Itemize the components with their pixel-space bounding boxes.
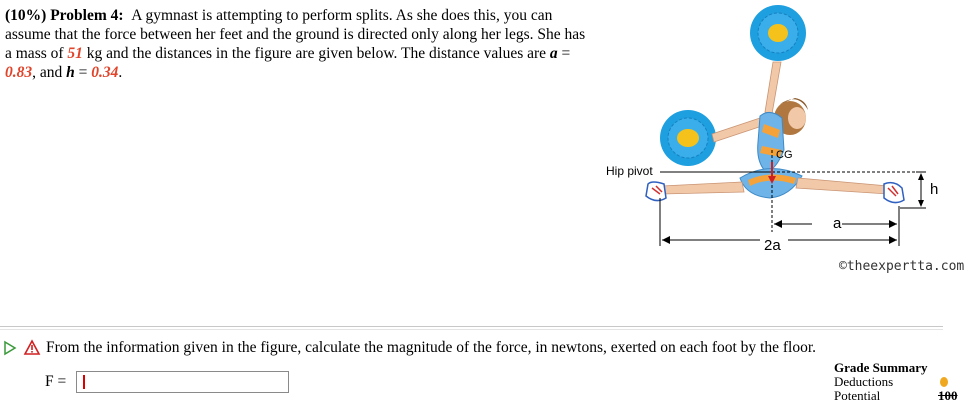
grade-summary — [834, 360, 958, 403]
problem-text-2: kg and the distances in the figure are given below. The distance values are — [82, 45, 550, 62]
a-arrow-right — [889, 220, 897, 228]
equals-2: = — [74, 64, 92, 81]
period: . — [118, 64, 123, 81]
problem-text-1: A gymnast is attempting to perform splits. As she does this, you can assume that the force between her feet and the ground is directed only along her legs. She has a mass of — [5, 7, 586, 62]
left-pompom-icon — [660, 110, 716, 166]
potential-row — [834, 388, 958, 403]
a-variable: a — [549, 45, 558, 62]
two-a-arrow-right — [889, 236, 897, 244]
question-text: From the information given in the figure, calculate the magnitude of the force, in newtons, exerted on each foot by the floor. — [46, 339, 817, 356]
divider — [0, 329, 943, 330]
cg-label: CG — [776, 149, 793, 161]
left-shoe-icon — [646, 182, 666, 201]
question-row — [4, 339, 943, 359]
h-value: 0.34 — [91, 64, 119, 81]
warning-icon — [24, 340, 40, 355]
potential-value: 100 — [938, 388, 958, 403]
answer-label: F = — [45, 373, 67, 390]
extended-arm — [712, 118, 762, 142]
hip-pivot-label: Hip pivot — [606, 164, 653, 178]
left-leg — [662, 182, 744, 194]
deductions-label: Deductions — [834, 374, 894, 389]
problem-statement — [5, 6, 595, 82]
h-label: h — [930, 181, 939, 198]
two-a-arrow-left — [662, 236, 670, 244]
two-a-label: 2a — [764, 237, 781, 254]
h-arrow-down — [918, 200, 924, 207]
h-variable: h — [66, 64, 75, 81]
deductions-indicator-icon — [940, 377, 948, 387]
torso — [758, 112, 784, 172]
play-icon[interactable] — [4, 341, 16, 355]
mass-value: 51 — [67, 45, 83, 62]
a-arrow-left — [774, 220, 782, 228]
potential-label: Potential — [834, 388, 881, 403]
gymnast-figure — [600, 0, 943, 290]
answer-input[interactable] — [76, 371, 289, 393]
copyright-text: ©theexpertta.com — [839, 259, 964, 274]
a-label: a — [833, 215, 842, 232]
upper-pompom-icon — [750, 5, 806, 61]
text-cursor — [83, 375, 85, 389]
deductions-row — [834, 375, 954, 389]
problem-prefix: (10%) Problem 4: — [5, 7, 124, 24]
h-arrow-up — [918, 173, 924, 180]
grade-summary-title: Grade Summary — [834, 360, 928, 375]
right-shoe-icon — [884, 183, 904, 203]
a-value: 0.83 — [5, 64, 33, 81]
equals-1: = — [557, 45, 571, 62]
right-leg — [796, 178, 888, 194]
divider — [0, 326, 943, 327]
and-text: , and — [32, 64, 67, 81]
